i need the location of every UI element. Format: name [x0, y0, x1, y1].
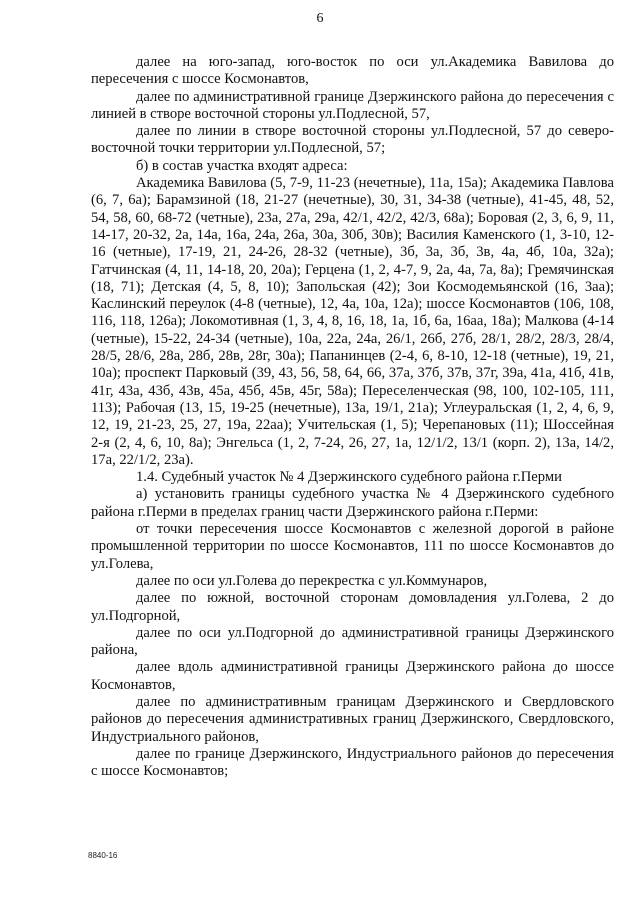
page-number: 6 [316, 11, 324, 26]
paragraph: б) в состав участка входят адреса: [136, 157, 348, 174]
address-list-paragraph: Академика Вавилова (5, 7-9, 11-23 (нечетные), 11а, 15а); Академика Павлова (6, 7, 6а); Барамзиной (18, 21-27 (нечетные), 30, 31, 34-38 (четные), 41-45, 48, 52, 54, 58, 60, 68-72 (четные), 23а, 27а, 29а, 42/1, 42/2, 42/3, 68а); Боровая (2, 3, 6, 9, 11, 14-17, 20-32, 2а, 14а, 16а, 24а, 26а, 30а, 30б, 30в); Василия Каменского (1, 3-10, 12-16 (четные), 17-19, 21, 24-26, 28-32 (четные), 3б, 3а, 3б, 3в, 4а, 4б, 10а, 32а); Гатчинская (4, 11, 14-18, 20, 20а); Герцена (1, 2, 4-7, 9, 2а, 4а, 7а, 8а); Гремячинская (18, 71); Детская (4, 5, 8, 10); Запольская (42); Зои Космодемьянской (16, 3аа); Каслинский переулок (4-8 (четные), 12, 4а, 10а, 12а); шоссе Космонавтов (106, 108, 116, 118, 126а); Локомотивная (1, 3, 4, 8, 16, 18, 1а, 1б, 6а, 16аа, 18а); Малкова (4-14 (четные), 15-22, 24-34 (четные), 10а, 22а, 24а, 26/1, 26б, 27б, 28/1, 28/2, 28/3, 28/4, 28/5, 28/6, 28а, 28б, 28в, 28г, 30а); Папанинцев (2-4, 6, 8-10, 12-18 (четные), 19, 21, 10а); проспект Парковый (39, 43, 56, 58, 64, 66, 37а, 37б, 37в, 37г, 39а, 41а, 41б, 41в, 41г, 43а, 43б, 43в, 45а, 45б, 45в, 45г, 58а); Переселенческая (98, 100, 102-105, 111, 113); Рабочая (13, 15, 19-25 (нечетные), 13а, 19/1, 21а); Углеуральская (1, 2, 4, 6, 9, 12, 19, 21-23, 25, 27, 19а, 22аа); Учительская (1, 5); Черепановых (11); Шоссейная 2-я (2, 4, 6, 10, 8а); Энгельса (1, 2, 7-24, 26, 27, 1а, 12/1/2, 13/1 (корп. 2), 13а, 14/2, 17а, 22/1/2, 23а). [91, 175, 614, 468]
paragraph: далее по границе Дзержинского, Индустриального районов до пересечения с шоссе Космонавтов; [91, 745, 614, 780]
paragraph: далее по южной, восточной сторонам домовладения ул.Голева, 2 до ул.Подгорной, [91, 590, 614, 624]
paragraph: далее вдоль административной границы Дзержинского района до шоссе Космонавтов, [91, 659, 614, 693]
paragraph: а) установить границы судебного участка № 4 Дзержинского судебного района г.Перми в пределах границ части Дзержинского района г.Перми: [91, 486, 614, 520]
paragraph: далее по оси ул.Голева до перекрестка с ул.Коммунаров, [136, 572, 488, 589]
paragraph: далее по административным границам Дзержинского и Свердловского районов до пересечения административных границ Дзержинского, Свердловского, Индустриального районов, [91, 693, 614, 745]
paragraph: далее на юго-запад, юго-восток по оси ул.Академика Вавилова до пересечения с шоссе Космонавтов, [91, 54, 614, 88]
paragraph: от точки пересечения шоссе Космонавтов с железной дорогой в районе промышленной территории по шоссе Космонавтов, 111 по шоссе Космонавтов до ул.Голева, [91, 521, 614, 572]
paragraph: далее по административной границе Дзержинского района до пересечения с линией в створе восточной стороны ул.Подлесной, 57, [91, 88, 614, 122]
paragraph: далее по линии в створе восточной стороны ул.Подлесной, 57 до северо-восточной точки территории ул.Подлесной, 57; [91, 123, 614, 157]
section-heading: 1.4. Судебный участок № 4 Дзержинского судебного района г.Перми [136, 469, 562, 486]
document-code: 8840-16 [88, 851, 118, 860]
paragraph: далее по оси ул.Подгорной до административной границы Дзержинского района, [91, 624, 614, 659]
document-body [91, 54, 614, 780]
